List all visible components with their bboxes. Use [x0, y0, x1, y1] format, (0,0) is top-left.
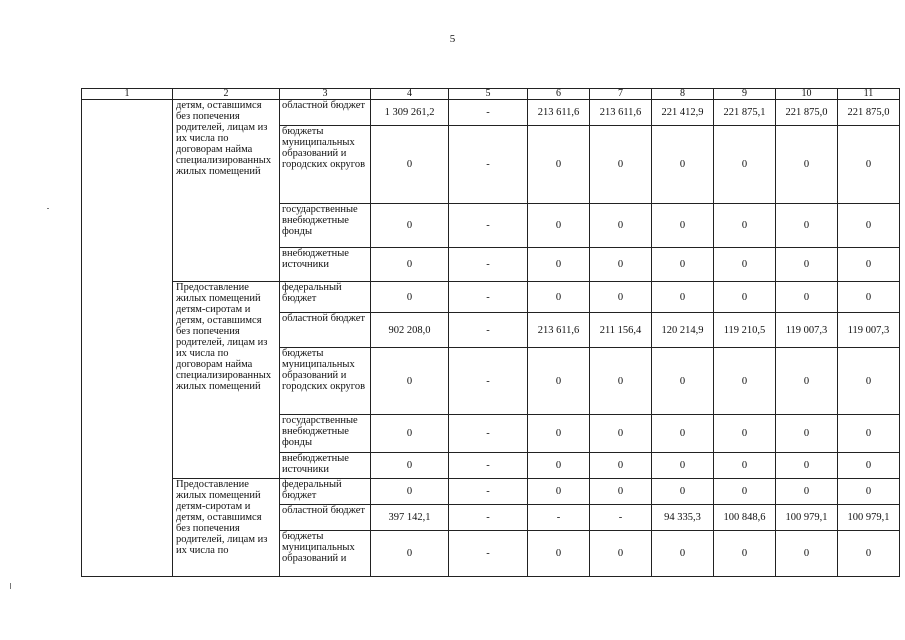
value-cell: - — [528, 505, 590, 531]
value-cell: 0 — [652, 453, 714, 479]
value-cell: 120 214,9 — [652, 313, 714, 348]
value-cell: 0 — [838, 415, 900, 453]
value-cell: 902 208,0 — [371, 313, 449, 348]
value-cell: 0 — [590, 248, 652, 282]
value-cell: 0 — [371, 415, 449, 453]
value-cell: 0 — [371, 531, 449, 577]
value-cell: 0 — [776, 348, 838, 415]
column-header: 3 — [280, 89, 371, 100]
value-cell: 0 — [776, 248, 838, 282]
value-cell: 0 — [528, 282, 590, 313]
value-cell: - — [449, 348, 528, 415]
value-cell: 0 — [776, 126, 838, 204]
table-row — [82, 100, 900, 126]
page-number: 5 — [449, 33, 456, 45]
value-cell: 0 — [528, 415, 590, 453]
value-cell: 0 — [838, 479, 900, 505]
value-cell: 211 156,4 — [590, 313, 652, 348]
value-cell: - — [449, 204, 528, 248]
value-cell: - — [449, 100, 528, 126]
value-cell: 100 979,1 — [838, 505, 900, 531]
value-cell: - — [449, 415, 528, 453]
value-cell: 0 — [838, 453, 900, 479]
value-cell: 213 611,6 — [590, 100, 652, 126]
measure-description: детям, оставшимся без попечения родителей, лицам из их числа по договорам найма специализированных жилых помещений — [173, 100, 280, 282]
value-cell: 0 — [838, 531, 900, 577]
value-cell: 0 — [371, 126, 449, 204]
value-cell: 94 335,3 — [652, 505, 714, 531]
value-cell: 0 — [714, 126, 776, 204]
value-cell: 0 — [776, 282, 838, 313]
value-cell: 100 979,1 — [776, 505, 838, 531]
value-cell: 119 007,3 — [838, 313, 900, 348]
column-header: 10 — [776, 89, 838, 100]
value-cell: 221 875,0 — [838, 100, 900, 126]
scan-artifact — [47, 208, 49, 209]
value-cell: 0 — [838, 126, 900, 204]
scan-artifact — [10, 583, 11, 589]
value-cell: 119 210,5 — [714, 313, 776, 348]
value-cell: - — [449, 248, 528, 282]
column-header: 9 — [714, 89, 776, 100]
value-cell: 0 — [528, 248, 590, 282]
value-cell: 0 — [776, 531, 838, 577]
value-cell: 0 — [528, 126, 590, 204]
value-cell: 221 875,0 — [776, 100, 838, 126]
column-header: 5 — [449, 89, 528, 100]
value-cell: 0 — [371, 282, 449, 313]
value-cell: 0 — [652, 415, 714, 453]
funding-source: областной бюджет — [280, 505, 371, 531]
value-cell: 221 412,9 — [652, 100, 714, 126]
table-row — [82, 479, 900, 505]
funding-source: бюджеты муниципальных образований и городских округов — [280, 126, 371, 204]
value-cell: 0 — [652, 282, 714, 313]
value-cell: 0 — [714, 248, 776, 282]
value-cell: 0 — [590, 126, 652, 204]
value-cell: 0 — [714, 415, 776, 453]
budget-table — [81, 88, 900, 577]
value-cell: 0 — [590, 531, 652, 577]
column-header: 7 — [590, 89, 652, 100]
column-header: 6 — [528, 89, 590, 100]
value-cell: 0 — [528, 348, 590, 415]
value-cell: - — [449, 505, 528, 531]
value-cell: 0 — [590, 282, 652, 313]
value-cell: 0 — [838, 204, 900, 248]
value-cell: 0 — [371, 204, 449, 248]
value-cell: 0 — [776, 415, 838, 453]
value-cell: 213 611,6 — [528, 313, 590, 348]
value-cell: 0 — [652, 479, 714, 505]
value-cell: 100 848,6 — [714, 505, 776, 531]
value-cell: 0 — [590, 453, 652, 479]
value-cell: 0 — [652, 126, 714, 204]
value-cell: 0 — [714, 348, 776, 415]
funding-source: федеральный бюджет — [280, 479, 371, 505]
value-cell: 0 — [652, 531, 714, 577]
value-cell: 119 007,3 — [776, 313, 838, 348]
value-cell: - — [449, 531, 528, 577]
value-cell: 0 — [652, 204, 714, 248]
value-cell: 0 — [528, 204, 590, 248]
value-cell: 0 — [371, 248, 449, 282]
value-cell: 0 — [528, 531, 590, 577]
value-cell: 0 — [776, 479, 838, 505]
measure-description: Предоставление жилых помещений детям-сиротам и детям, оставшимся без попечения родителей, лицам из их числа по договорам найма специализированных жилых помещений — [173, 282, 280, 479]
measure-description: Предоставление жилых помещений детям-сиротам и детям, оставшимся без попечения родителей, лицам из их числа по — [173, 479, 280, 577]
value-cell: 213 611,6 — [528, 100, 590, 126]
funding-source: бюджеты муниципальных образований и — [280, 531, 371, 577]
value-cell: 0 — [528, 479, 590, 505]
value-cell: 0 — [714, 479, 776, 505]
funding-source: областной бюджет — [280, 313, 371, 348]
value-cell: 0 — [776, 204, 838, 248]
value-cell: - — [449, 479, 528, 505]
value-cell: 0 — [590, 348, 652, 415]
column-header: 4 — [371, 89, 449, 100]
value-cell: 0 — [371, 453, 449, 479]
value-cell: 0 — [652, 348, 714, 415]
value-cell: 0 — [371, 479, 449, 505]
value-cell: 221 875,1 — [714, 100, 776, 126]
funding-source: областной бюджет — [280, 100, 371, 126]
value-cell: - — [590, 505, 652, 531]
value-cell: 0 — [590, 479, 652, 505]
funding-source: государственные внебюджетные фонды — [280, 204, 371, 248]
value-cell: 0 — [590, 204, 652, 248]
value-cell: 0 — [776, 453, 838, 479]
funding-source: государственные внебюджетные фонды — [280, 415, 371, 453]
funding-source: федеральный бюджет — [280, 282, 371, 313]
table-row — [82, 282, 900, 313]
column-1-cell — [82, 100, 173, 577]
value-cell: 0 — [838, 248, 900, 282]
value-cell: 0 — [838, 348, 900, 415]
value-cell: 0 — [714, 453, 776, 479]
value-cell: 0 — [528, 453, 590, 479]
column-header: 2 — [173, 89, 280, 100]
value-cell: 0 — [590, 415, 652, 453]
column-number-row — [82, 89, 900, 100]
funding-source: бюджеты муниципальных образований и городских округов — [280, 348, 371, 415]
value-cell: 0 — [714, 204, 776, 248]
value-cell: 1 309 261,2 — [371, 100, 449, 126]
value-cell: - — [449, 126, 528, 204]
column-header: 11 — [838, 89, 900, 100]
value-cell: 397 142,1 — [371, 505, 449, 531]
value-cell: 0 — [714, 531, 776, 577]
value-cell: 0 — [652, 248, 714, 282]
funding-source: внебюджетные источники — [280, 453, 371, 479]
value-cell: - — [449, 313, 528, 348]
value-cell: - — [449, 453, 528, 479]
column-header: 8 — [652, 89, 714, 100]
value-cell: 0 — [714, 282, 776, 313]
funding-source: внебюджетные источники — [280, 248, 371, 282]
value-cell: 0 — [371, 348, 449, 415]
value-cell: - — [449, 282, 528, 313]
value-cell: 0 — [838, 282, 900, 313]
column-header: 1 — [82, 89, 173, 100]
